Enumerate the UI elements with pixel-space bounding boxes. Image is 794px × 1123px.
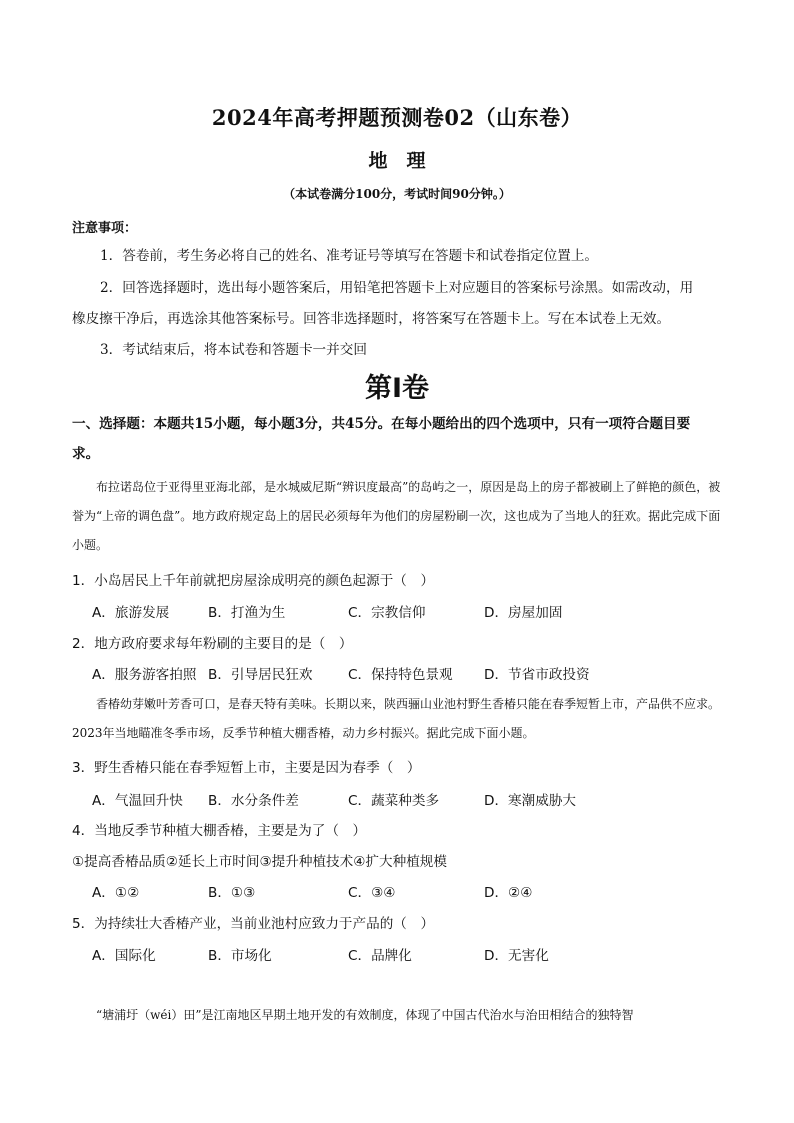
option-d: D．房屋加固 [484,605,563,621]
question-stem: 3．野生香椿只能在春季短暂上市，主要是因为春季（ ） [72,760,421,776]
option-a: A．服务游客拍照 [92,667,197,683]
option-b: B．市场化 [208,948,272,964]
option-c: C．③④ [348,885,396,901]
section-instruction [72,409,732,469]
option-b: B．①③ [208,885,256,901]
notice-item: 橡皮擦干净后，再选涂其他答案标号。回答非选择题时，将答案写在答题卡上。写在本试卷上无效。 [72,311,671,327]
option-c: C．宗教信仰 [348,605,426,621]
option-b: B．打渔为生 [208,605,286,621]
question-statements: ①提高香椿品质②延长上市时间③提升种植技术④扩大种植规模 [72,854,447,870]
option-d: D．寒潮威胁大 [484,793,577,809]
notice-item: 2．回答选择题时，选出每小题答案后，用铅笔把答题卡上对应题目的答案标号涂黑。如需改动，用 [100,280,694,296]
option-a: A．国际化 [92,948,156,964]
option-c: C．保持特色景观 [348,667,453,683]
notice-heading: 注意事项： [72,221,138,236]
reading-passage: 香椿幼芽嫩叶芳香可口，是春天特有美味。长期以来，陕西骊山业池村野生香椿只能在春季短暂上市，产品供不应求。2023年当地瞄准冬季市场，反季节种植大棚香椿，动力乡村振兴。据此完成下面小题。 [72,697,721,740]
volume-heading: 第Ⅰ卷 [364,373,430,404]
question-stem: 4．当地反季节种植大棚香椿，主要是为了（ ） [72,823,367,839]
question-stem: 2．地方政府要求每年粉刷的主要目的是（ ） [72,636,353,652]
question-stem: 1．小岛居民上千年前就把房屋涂成明亮的颜色起源于（ ） [72,573,435,589]
section-instruction-line: 一、选择题：本题共15小题，每小题3分，共45分。在每小题给出的四个选项中，只有一项符合题目要 [72,416,691,432]
option-c: C．蔬菜种类多 [348,793,440,809]
reading-passage: “塘浦圩（wéi）田”是江南地区早期土地开发的有效制度，体现了中国古代治水与治田相结合的独特智 [96,1008,634,1022]
option-a: A．气温回升快 [92,793,183,809]
exam-meta: （本试卷满分100分，考试时间90分钟。） [283,187,511,201]
section-instruction-line: 求。 [72,446,100,462]
option-b: B．引导居民狂欢 [208,667,313,683]
notice-item: 3．考试结束后，将本试卷和答题卡一并交回 [100,342,367,358]
option-a: A．旅游发展 [92,605,170,621]
option-d: D．无害化 [484,948,549,964]
question-stem: 5．为持续壮大香椿产业，当前业池村应致力于产品的（ ） [72,916,435,932]
exam-subject: 地 理 [368,150,426,172]
reading-passage: 布拉诺岛位于亚得里亚海北部，是水城威尼斯“辨识度最高”的岛屿之一，原因是岛上的房子都被刷上了鲜艳的颜色，被誉为“上帝的调色盘”。地方政府规定岛上的居民必须每年为他们的房屋粉刷一次，这也成为了当地人的狂欢。据此完成下面小题。 [72,480,721,552]
option-b: B．水分条件差 [208,793,299,809]
option-c: C．品牌化 [348,948,412,964]
option-a: A．①② [92,885,140,901]
notice-item: 1．答卷前，考生务必将自己的姓名、准考证号等填写在答题卡和试卷指定位置上。 [100,248,599,264]
option-d: D．节省市政投资 [484,667,590,683]
option-d: D．②④ [484,885,533,901]
exam-title: 2024年高考押题预测卷02（山东卷） [211,105,583,130]
